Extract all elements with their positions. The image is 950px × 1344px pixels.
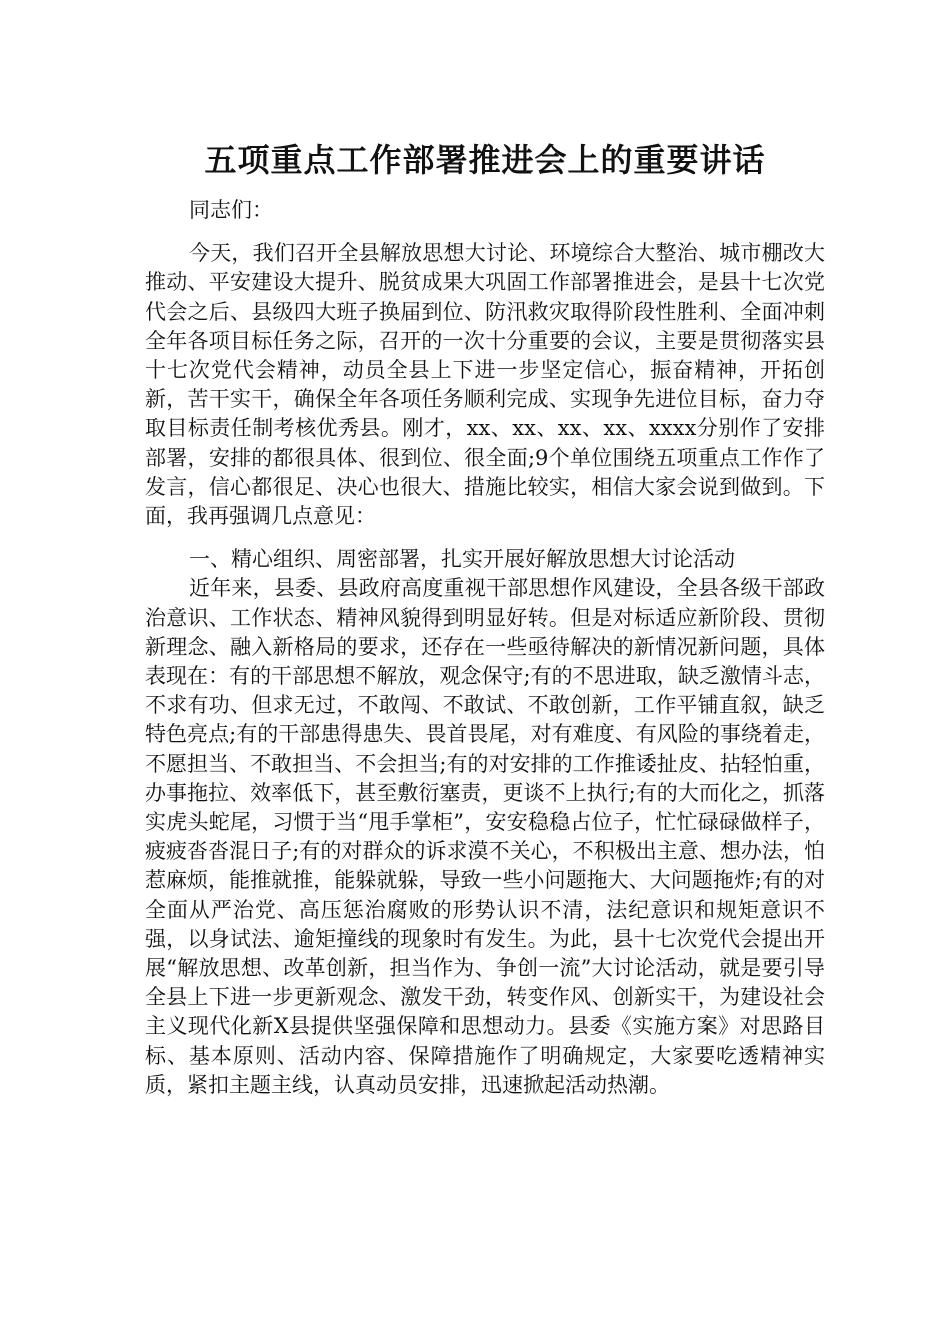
document-title: 五项重点工作部署推进会上的重要讲话 bbox=[204, 141, 766, 179]
paragraph-body-1: 近年来，县委、县政府高度重视干部思想作风建设，全县各级干部政治意识、工作状态、精神风貌得到明显好转。但是对标适应新阶段、贯彻新理念、融入新格局的要求，还存在一些亟待解决的新情况新问题，具体表现在：有的干部思想不解放，观念保守;有的不思进取，缺乏激情斗志，不求有功、但求无过，不敢闯、不敢试、不敢创新，工作平铺直叙，缺乏特色亮点;有的干部患得患失、畏首畏尾，对有难度、有风险的事绕着走，不愿担当、不敢担当、不会担当;有的对安排的工作推诿扯皮、拈轻怕重，办事拖拉、效率低下，甚至敷衍塞责，更谈不上执行;有的大而化之，抓落实虎头蛇尾，习惯于当“甩手掌柜”，安安稳稳占位子，忙忙碌碌做样子，疲疲沓沓混日子;有的对群众的诉求漠不关心，不积极出主意、想办法，怕惹麻烦，能推就推，能躲就躲，导致一些小问题拖大、大问题拖炸;有的对全面从严治党、高压惩治腐败的形势认识不清，法纪意识和规矩意识不强，以身试法、逾矩撞线的现象时有发生。为此，县十七次党代会提出开展“解放思想、改革创新，担当作为、争创一流”大讨论活动，就是要引导全县上下进一步更新观念、激发干劲，转变作风、创新实干，为建设社会主义现代化新X县提供坚强保障和思想动力。县委《实施方案》对思路目标、基本原则、活动内容、保障措施作了明确规定，大家要吃透精神实质，紧扣主题主线，认真动员安排，迅速掀起活动热潮。 bbox=[145, 576, 825, 1097]
section-heading-1: 一、精心组织、周密部署，扎实开展好解放思想大讨论活动 bbox=[189, 547, 735, 572]
document-page bbox=[145, 130, 825, 1100]
greeting: 同志们： bbox=[189, 198, 273, 222]
paragraph-intro: 今天，我们召开全县解放思想大讨论、环境综合大整治、城市棚改大推动、平安建设大提升、脱贫成果大巩固工作部署推进会，是县十七次党代会之后、县级四大班子换届到位、防汛救灾取得阶段性胜利、全面冲刺全年各项目标任务之际，召开的一次十分重要的会议，主要是贯彻落实县十七次党代会精神，动员全县上下进一步坚定信心，振奋精神，开拓创新，苦干实干，确保全年各项任务顺利完成、实现争先进位目标，奋力夺取目标责任制考核优秀县。刚才，xx、xx、xx、xx、xxxx分别作了安排部署，安排的都很具体、很到位、很全面;9个单位围绕五项重点工作作了发言，信心都很足、决心也很大、措施比较实，相信大家会说到做到。下面，我再强调几点意见： bbox=[145, 241, 825, 529]
